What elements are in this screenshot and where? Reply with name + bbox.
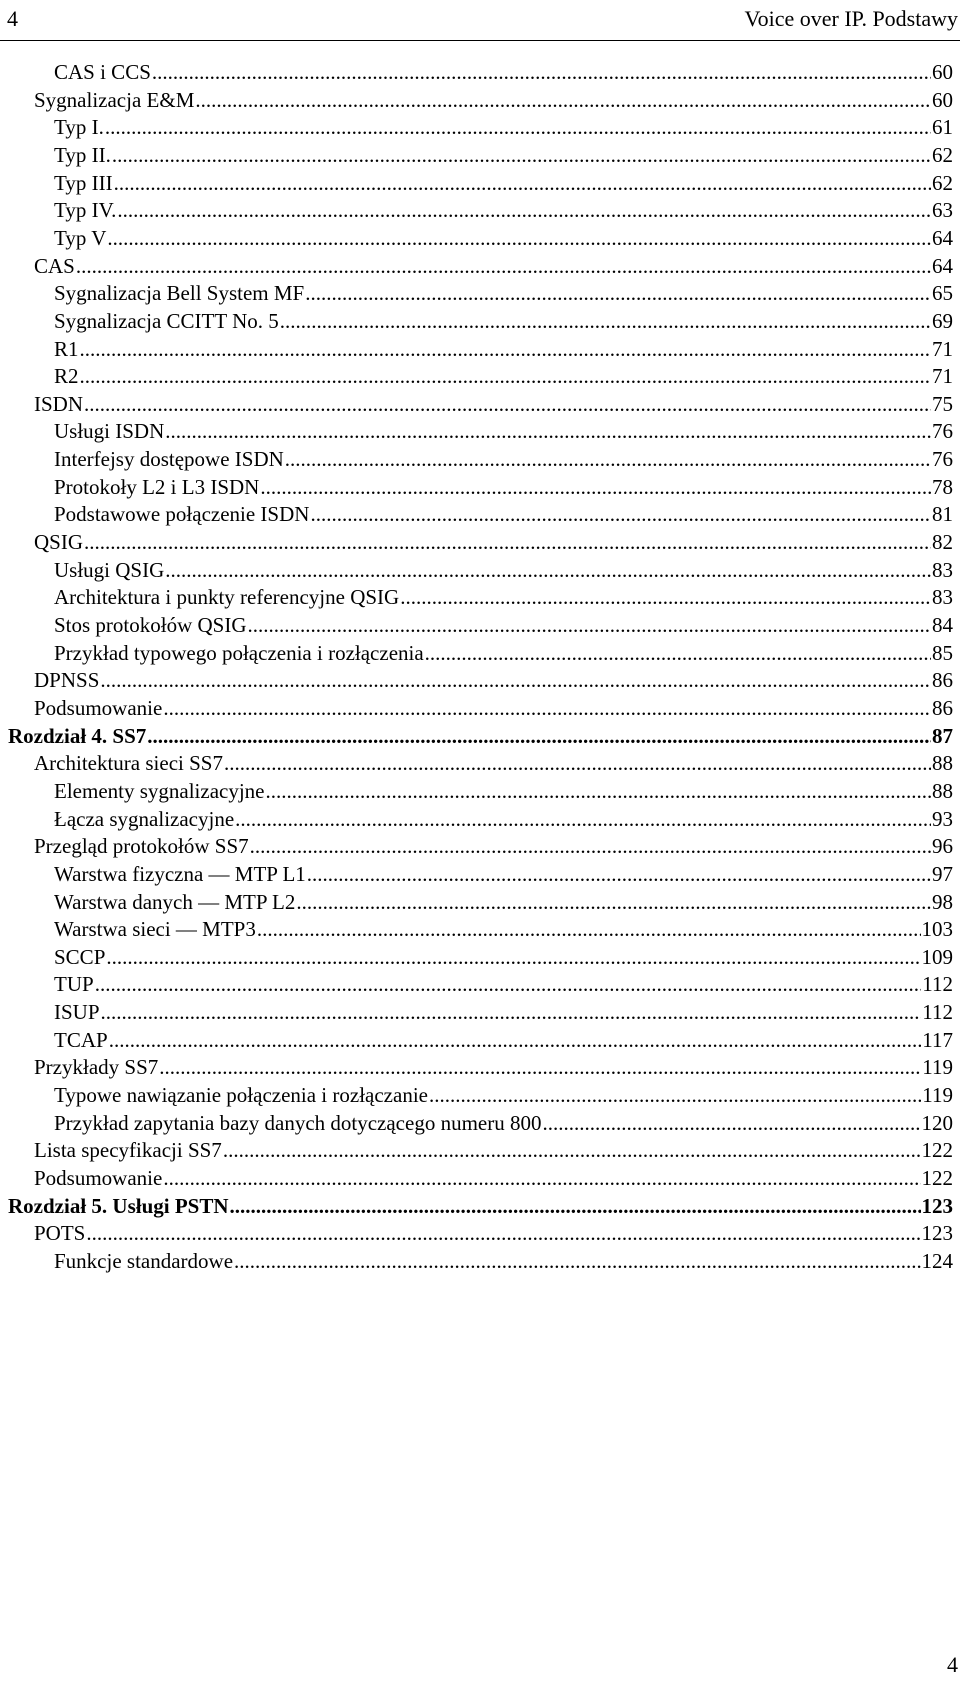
toc-entry-label: Typ I. xyxy=(54,115,104,140)
toc-entry-label: Architektura sieci SS7 xyxy=(34,751,223,776)
toc-entry-label: Sygnalizacja Bell System MF xyxy=(54,281,305,306)
header-book-title: Voice over IP. Podstawy xyxy=(744,6,958,31)
toc-entry-label: Warstwa fizyczna — MTP L1 xyxy=(54,861,306,886)
toc-entry-label: Podstawowe połączenie ISDN xyxy=(54,502,310,527)
toc-entry-page: 88 xyxy=(932,778,953,803)
toc-entry-label: DPNSS xyxy=(34,668,100,693)
toc-entry-page: 62 xyxy=(932,142,953,167)
toc-entry[interactable] xyxy=(34,694,953,722)
header-page-number: 4 xyxy=(7,6,18,31)
toc-dot-leader xyxy=(117,196,931,224)
toc-dot-leader xyxy=(260,473,931,501)
toc-dot-leader xyxy=(250,832,931,860)
toc-entry[interactable] xyxy=(34,86,953,114)
toc-dot-leader xyxy=(100,666,931,694)
toc-entry-label: Łącza sygnalizacyjne xyxy=(54,806,235,831)
toc-entry-label: Typ V xyxy=(54,225,107,250)
toc-entry-page: 64 xyxy=(932,225,953,250)
toc-dot-leader xyxy=(235,805,931,833)
toc-entry-page: 97 xyxy=(932,861,953,886)
toc-entry-page: 60 xyxy=(932,87,953,112)
toc-dot-leader xyxy=(163,1164,920,1192)
toc-entry-label: Podsumowanie xyxy=(34,1166,163,1190)
toc-entry-page: 64 xyxy=(932,253,953,278)
toc-entry[interactable] xyxy=(34,1164,953,1192)
toc-entry-label: CAS xyxy=(34,253,75,278)
toc-entry-page: 75 xyxy=(932,391,953,416)
toc-dot-leader xyxy=(280,307,931,335)
toc-entry[interactable] xyxy=(54,279,953,307)
toc-entry[interactable] xyxy=(54,1081,953,1109)
toc-dot-leader xyxy=(234,1247,920,1275)
toc-dot-leader xyxy=(114,169,931,197)
toc-entry[interactable] xyxy=(54,915,953,943)
toc-entry[interactable] xyxy=(54,805,953,833)
running-header xyxy=(0,0,960,41)
toc-entry-label: Rozdział 4. SS7 xyxy=(8,723,147,748)
toc-entry-label: Warstwa sieci — MTP3 xyxy=(54,917,256,942)
toc-entry-page: 82 xyxy=(932,530,953,555)
toc-dot-leader xyxy=(266,777,931,805)
toc-dot-leader xyxy=(310,500,931,528)
toc-entry[interactable] xyxy=(34,390,953,418)
toc-dot-leader xyxy=(224,749,931,777)
toc-entry-label: Warstwa danych — MTP L2 xyxy=(54,889,296,914)
toc-entry-label: Architektura i punkty referencyjne QSIG xyxy=(54,585,400,610)
toc-entry-page: 78 xyxy=(932,474,953,499)
toc-entry[interactable] xyxy=(54,224,953,252)
toc-entry-label: TUP xyxy=(54,972,94,997)
toc-entry-label: Interfejsy dostępowe ISDN xyxy=(54,447,284,472)
toc-entry[interactable] xyxy=(54,777,953,805)
toc-entry[interactable] xyxy=(54,113,953,141)
toc-entry-page: 109 xyxy=(921,944,953,969)
toc-entry-label: Podsumowanie xyxy=(34,695,163,720)
toc-entry-page: 122 xyxy=(921,1166,953,1190)
toc-entry-label: Sygnalizacja CCITT No. 5 xyxy=(54,308,279,333)
toc-dot-leader xyxy=(257,915,921,943)
toc-dot-leader xyxy=(107,224,931,252)
toc-entry-label: Lista specyfikacji SS7 xyxy=(34,1138,222,1163)
toc-entry-page: 96 xyxy=(932,834,953,859)
toc-entry-page: 120 xyxy=(921,1110,953,1135)
toc-entry-page: 112 xyxy=(922,972,953,997)
toc-entry[interactable] xyxy=(34,749,953,777)
toc-entry-label: SCCP xyxy=(54,944,106,969)
toc-entry-page: 69 xyxy=(932,308,953,333)
toc-entry-page: 62 xyxy=(932,170,953,195)
toc-entry-page: 71 xyxy=(932,336,953,361)
toc-entry-page: 71 xyxy=(932,364,953,389)
toc-entry-page: 123 xyxy=(921,1221,953,1246)
toc-entry-page: 76 xyxy=(932,419,953,444)
toc-entry[interactable] xyxy=(54,970,953,998)
toc-entry-page: 87 xyxy=(932,723,953,748)
toc-dot-leader xyxy=(400,583,931,611)
toc-entry-page: 85 xyxy=(932,640,953,665)
toc-dot-leader xyxy=(105,113,931,141)
toc-entry-label: Przykład typowego połączenia i rozłączenia xyxy=(54,640,424,665)
toc-dot-leader xyxy=(152,58,931,86)
toc-entry-label: Protokoły L2 i L3 ISDN xyxy=(54,474,260,499)
toc-entry-page: 81 xyxy=(932,502,953,527)
toc-dot-leader xyxy=(95,970,922,998)
toc-entry-label: Sygnalizacja E&M xyxy=(34,87,195,112)
toc-entry-label: CAS i CCS xyxy=(54,60,151,84)
toc-entry-page: 112 xyxy=(922,1000,953,1025)
toc-entry-page: 119 xyxy=(922,1055,953,1080)
toc-entry-label: R1 xyxy=(54,336,79,361)
toc-entry-page: 65 xyxy=(932,281,953,306)
toc-dot-leader xyxy=(163,694,931,722)
toc-entry[interactable] xyxy=(54,998,953,1026)
toc-dot-leader xyxy=(101,998,922,1026)
toc-dot-leader xyxy=(425,639,931,667)
toc-entry[interactable] xyxy=(54,943,953,971)
toc-entry-page: 61 xyxy=(932,115,953,140)
toc-entry-page: 63 xyxy=(932,198,953,223)
toc-dot-leader xyxy=(307,860,931,888)
toc-entry-label: Funkcje standardowe xyxy=(54,1248,234,1273)
toc-entry-label: Typowe nawiązanie połączenia i rozłączanie xyxy=(54,1083,428,1108)
toc-entry[interactable] xyxy=(8,1192,953,1220)
toc-entry-label: R2 xyxy=(54,364,79,389)
toc-dot-leader xyxy=(285,445,931,473)
toc-entry[interactable] xyxy=(54,58,953,86)
toc-entry[interactable] xyxy=(54,445,953,473)
toc-entry-label: Usługi QSIG xyxy=(54,557,165,582)
toc-entry-label: ISDN xyxy=(34,391,84,416)
toc-entry-page: 86 xyxy=(932,695,953,720)
toc-dot-leader xyxy=(542,1109,920,1137)
toc-entry-page: 117 xyxy=(922,1027,953,1052)
toc-dot-leader xyxy=(230,1192,921,1220)
toc-entry-page: 123 xyxy=(921,1193,953,1218)
toc-entry-page: 119 xyxy=(922,1083,953,1108)
toc-entry[interactable] xyxy=(34,528,953,556)
toc-entry-label: Stos protokołów QSIG xyxy=(54,613,247,637)
toc-dot-leader xyxy=(86,1219,920,1247)
toc-entry-page: 83 xyxy=(932,585,953,610)
toc-entry[interactable] xyxy=(54,1109,953,1137)
toc-dot-leader xyxy=(165,417,931,445)
toc-dot-leader xyxy=(109,1026,922,1054)
toc-entry[interactable] xyxy=(54,860,953,888)
toc-entry-label: Usługi ISDN xyxy=(54,419,165,444)
toc-entry-page: 93 xyxy=(932,806,953,831)
toc-entry[interactable] xyxy=(54,1026,953,1054)
toc-dot-leader xyxy=(147,722,931,750)
toc-dot-leader xyxy=(112,141,931,169)
toc-dot-leader xyxy=(305,279,931,307)
toc-entry-page: 84 xyxy=(932,613,953,637)
toc-entry[interactable] xyxy=(34,252,953,280)
toc-entry[interactable] xyxy=(34,666,953,694)
toc-entry[interactable] xyxy=(34,1219,953,1247)
toc-entry[interactable] xyxy=(34,1053,953,1081)
toc-entry-page: 76 xyxy=(932,447,953,472)
toc-dot-leader xyxy=(223,1136,921,1164)
toc-entry[interactable] xyxy=(54,141,953,169)
toc-dot-leader xyxy=(76,252,931,280)
toc-entry-label: Typ III xyxy=(54,170,113,195)
toc-entry-label: TCAP xyxy=(54,1027,108,1052)
toc-entry[interactable] xyxy=(54,473,953,501)
toc-entry-page: 86 xyxy=(932,668,953,693)
toc-entry-page: 124 xyxy=(921,1248,953,1273)
toc-entry[interactable] xyxy=(54,335,953,363)
toc-entry-label: QSIG xyxy=(34,530,84,555)
toc-dot-leader xyxy=(84,528,931,556)
toc-dot-leader xyxy=(165,556,931,584)
toc-entry-label: Typ IV. xyxy=(54,198,117,223)
toc-dot-leader xyxy=(84,390,931,418)
toc-entry[interactable] xyxy=(54,556,953,584)
toc-entry[interactable] xyxy=(54,888,953,916)
toc-dot-leader xyxy=(429,1081,921,1109)
toc-entry-label: Przykłady SS7 xyxy=(34,1055,159,1080)
toc-entry-page: 88 xyxy=(932,751,953,776)
toc-entry[interactable] xyxy=(54,362,953,390)
toc-entry-label: ISUP xyxy=(54,1000,100,1025)
toc-entry-label: Elementy sygnalizacyjne xyxy=(54,778,265,803)
toc-entry[interactable] xyxy=(54,169,953,197)
toc-entry-page: 103 xyxy=(921,917,953,942)
toc-entry-label: POTS xyxy=(34,1221,86,1246)
toc-dot-leader xyxy=(80,362,931,390)
toc-entry[interactable] xyxy=(54,639,953,667)
toc-dot-leader xyxy=(159,1053,921,1081)
toc-entry[interactable] xyxy=(54,307,953,335)
toc-entry[interactable] xyxy=(54,196,953,224)
toc-dot-leader xyxy=(248,611,931,639)
toc-entry-label: Typ II. xyxy=(54,142,111,167)
toc-dot-leader xyxy=(106,943,920,971)
toc-dot-leader xyxy=(296,888,931,916)
toc-entry-label: Rozdział 5. Usługi PSTN xyxy=(8,1193,229,1218)
toc-entry-label: Przegląd protokołów SS7 xyxy=(34,834,249,859)
toc-entry[interactable] xyxy=(54,611,953,639)
toc-entry[interactable] xyxy=(34,1136,953,1164)
footer-page-number: 4 xyxy=(947,1652,958,1677)
toc-entry[interactable] xyxy=(34,832,953,860)
toc-entry[interactable] xyxy=(54,583,953,611)
toc-entry-page: 60 xyxy=(932,60,953,84)
toc-dot-leader xyxy=(80,335,931,363)
toc-entry[interactable] xyxy=(54,1247,953,1275)
toc-entry-page: 122 xyxy=(921,1138,953,1163)
toc-dot-leader xyxy=(195,86,931,114)
toc-entry[interactable] xyxy=(54,500,953,528)
toc-entry[interactable] xyxy=(8,722,953,750)
toc-entry-page: 98 xyxy=(932,889,953,914)
toc-entry[interactable] xyxy=(54,417,953,445)
toc-entry-label: Przykład zapytania bazy danych dotyczącego numeru 800 xyxy=(54,1110,542,1135)
toc-entry-page: 83 xyxy=(932,557,953,582)
